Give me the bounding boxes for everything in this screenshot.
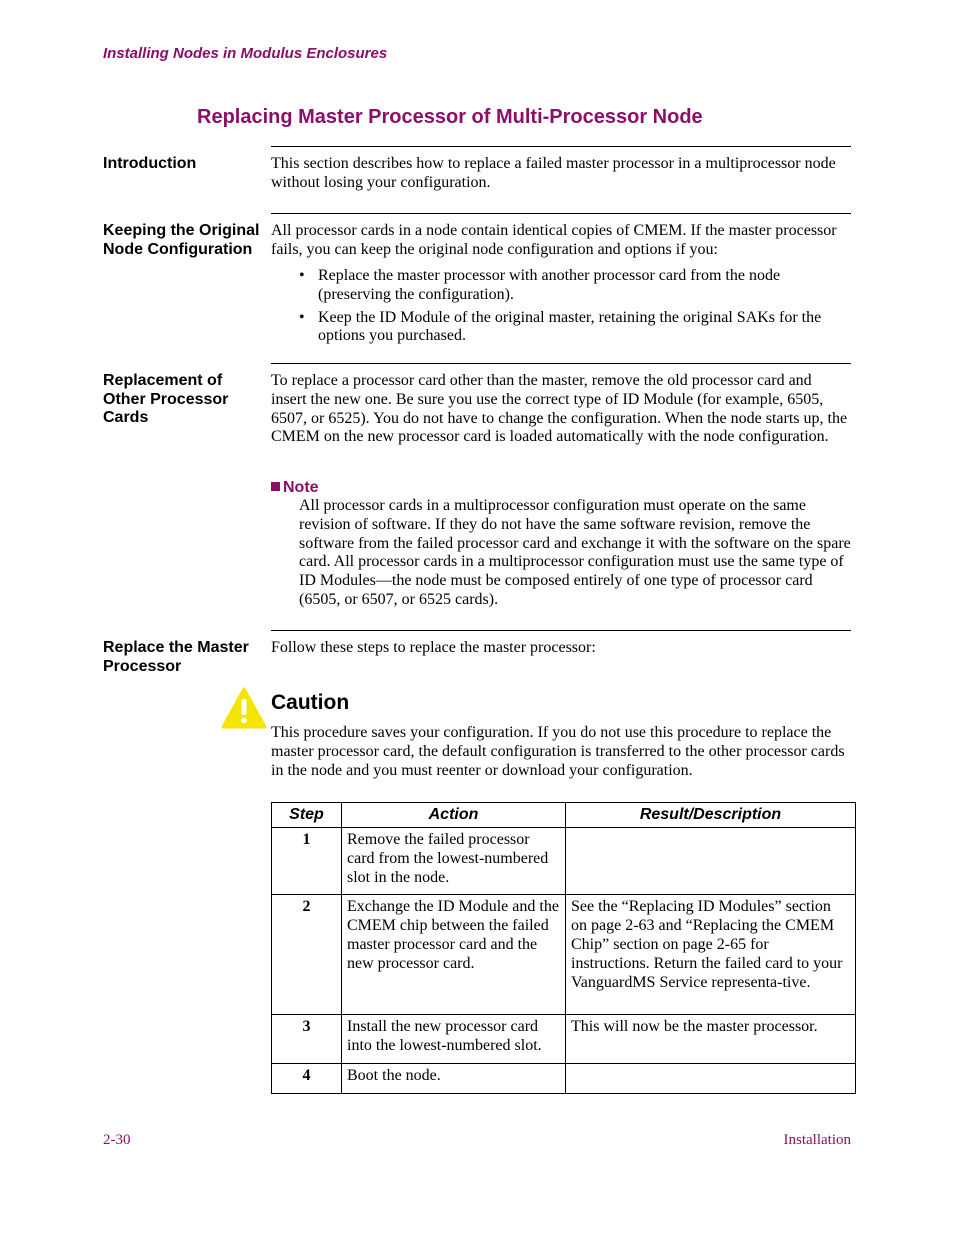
bullet-icon: • xyxy=(299,308,305,326)
paragraph: Follow these steps to replace the master processor: xyxy=(271,639,596,656)
page-number: 2-30 xyxy=(103,1132,131,1148)
column-header-result: Result/Description xyxy=(566,803,856,828)
divider xyxy=(271,146,851,147)
side-heading-replacement: Replacement of Other Processor Cards xyxy=(103,372,229,426)
list-item xyxy=(271,309,851,347)
caution-text: This procedure saves your configuration. If you do not use this procedure to replace the master processor card, the default configuration is transferred to the other processor cards in the node and you must reenter or download your configuration. xyxy=(271,724,845,779)
step-action: Boot the node. xyxy=(342,1063,566,1093)
column-header-action: Action xyxy=(342,803,566,828)
warning-triangle-icon xyxy=(221,687,267,729)
step-result xyxy=(566,828,856,895)
step-action: Exchange the ID Module and the CMEM chip between the failed master processor card and the new processor card. xyxy=(342,895,566,1015)
page-title: Replacing Master Processor of Multi-Processor Node xyxy=(197,106,703,128)
paragraph: This section describes how to replace a failed master processor in a multiprocessor node without losing your configuration. xyxy=(271,155,836,191)
step-action: Install the new processor card into the lowest-numbered slot. xyxy=(342,1015,566,1064)
step-number: 4 xyxy=(272,1063,342,1093)
table-header-row xyxy=(272,803,856,828)
table-row xyxy=(272,895,856,1015)
paragraph: All processor cards in a node contain identical copies of CMEM. If the master processor fails, you can keep the original node configuration and options if you: xyxy=(271,222,837,258)
step-result: This will now be the master processor. xyxy=(566,1015,856,1064)
footer-section: Installation xyxy=(783,1132,851,1148)
note-heading xyxy=(271,479,319,497)
bullet-list xyxy=(271,267,851,350)
step-action: Remove the failed processor card from the lowest-numbered slot in the node. xyxy=(342,828,566,895)
square-bullet-icon xyxy=(271,482,280,491)
divider xyxy=(271,630,851,631)
column-header-step: Step xyxy=(272,803,342,828)
steps-table xyxy=(271,802,856,1094)
introduction-text xyxy=(271,155,851,193)
bullet-text: Keep the ID Module of the original master, retaining the original SAKs for the options you purchased. xyxy=(318,308,822,345)
running-header: Installing Nodes in Modulus Enclosures xyxy=(103,45,388,62)
note-label: Note xyxy=(283,479,319,496)
table-row xyxy=(272,828,856,895)
replace-master-text xyxy=(271,639,851,658)
step-result xyxy=(566,1063,856,1093)
caution-heading: Caution xyxy=(271,691,350,714)
keeping-text xyxy=(271,222,851,260)
side-heading-keeping: Keeping the Original Node Configuration xyxy=(103,222,260,258)
step-number: 3 xyxy=(272,1015,342,1064)
side-heading-replace-master: Replace the Master Processor xyxy=(103,639,249,675)
divider xyxy=(271,213,851,214)
note-text: All processor cards in a multiprocessor configuration must operate on the same revision of software. If they do not have the same software revision, remove the software from the failed processor card and exchange it with the software on the spare card. All processor cards in a multiprocessor configuration must use the same type of ID Modules—the node must be composed entirely of one type of processor card (6505, or 6507, or 6525 cards). xyxy=(299,497,851,608)
paragraph: To replace a processor card other than the master, remove the old processor card and insert the new one. Be sure you use the correct type of ID Module (for example, 6505, 6507, or 6525). You do not have to change the configuration. When the node starts up, the CMEM on the new processor card is loaded automatically with the node configuration. xyxy=(271,372,848,446)
side-heading-introduction: Introduction xyxy=(103,155,197,172)
list-item xyxy=(271,267,851,305)
bullet-text: Replace the master processor with another processor card from the node (preserving the configuration). xyxy=(318,267,781,303)
divider xyxy=(271,363,851,364)
bullet-icon: • xyxy=(299,267,305,284)
step-result: See the “Replacing ID Modules” section on page 2-63 and “Replacing the CMEM Chip” section on page 2-65 for instructions. Return the failed card to your VanguardMS Service representa-tive. xyxy=(566,895,856,1015)
table-row xyxy=(272,1015,856,1064)
replacement-text xyxy=(271,372,851,447)
step-number: 2 xyxy=(272,895,342,1015)
step-number: 1 xyxy=(272,828,342,895)
table-row xyxy=(272,1063,856,1093)
